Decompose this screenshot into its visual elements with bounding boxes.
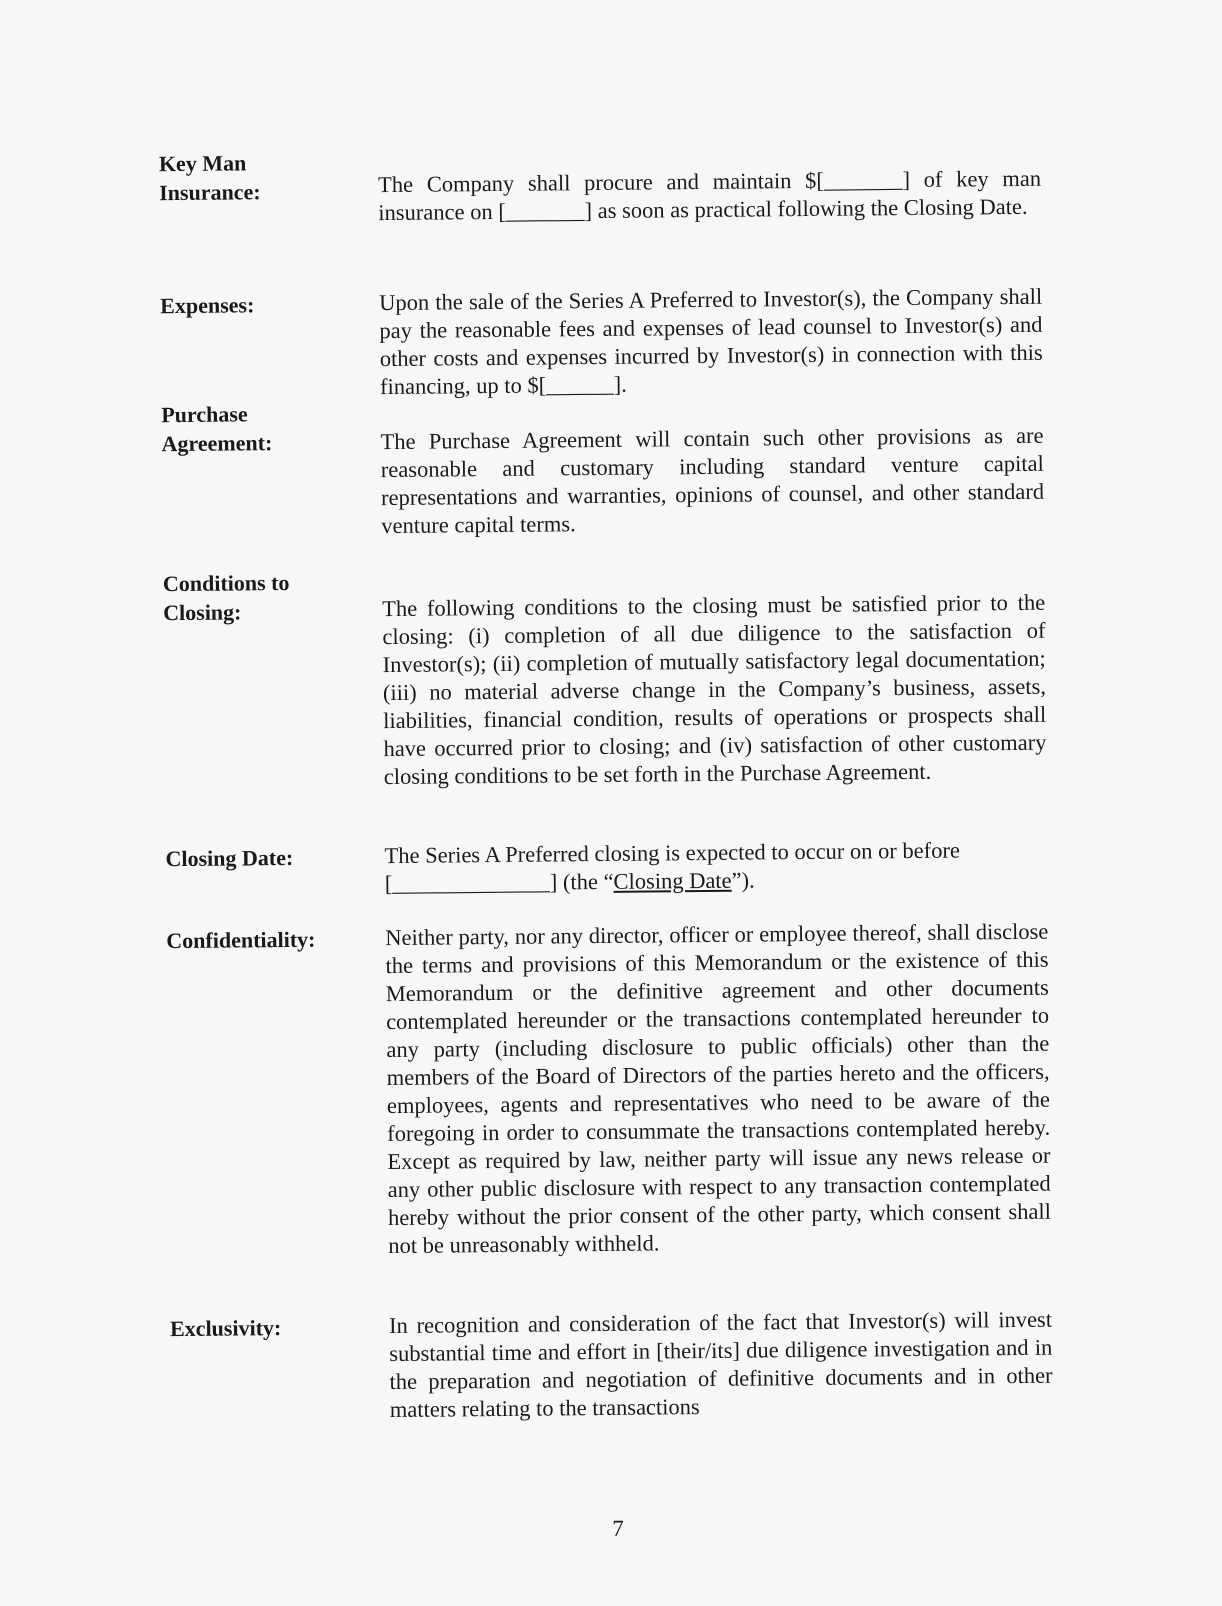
closing-date-text-end: ”). <box>731 867 755 893</box>
section-confidentiality <box>1 916 1222 1259</box>
page-number: 7 <box>612 1515 624 1541</box>
closing-date-text: The Series A Preferred closing is expected to occur on or before [______________] (the “ <box>384 837 961 897</box>
section-label: Closing Date: <box>165 844 294 872</box>
section-closing-date <box>0 834 1222 897</box>
section-body <box>384 836 1048 898</box>
section-body: In recognition and consideration of the fact that Investor(s) will invest substantial time and effort in [their/its] due diligence investigation and in the preparation and negotiation of definitive documents and in other matters relating to the transactions <box>388 1306 1053 1423</box>
section-body: Upon the sale of the Series A Preferred to Investor(s), the Company shall pay the reasonable fees and expenses of lead counsel to Investor(s) and other costs and expenses incurred by Investor(s) in connection with this financing, up to $[______]. <box>379 283 1043 400</box>
section-label: Confidentiality: <box>166 926 316 954</box>
section-conditions-to-closing <box>0 559 1220 790</box>
section-exclusivity <box>5 1304 1222 1423</box>
closing-date-defined-term: Closing Date <box>613 867 732 894</box>
section-key-man-insurance <box>0 139 1216 226</box>
section-body: Neither party, nor any director, officer or employee thereof, shall disclose the terms and provisions of this Memorandum or the existence of this Memorandum or the definitive agreement and other documents contemplated hereunder or the transactions contemplated hereunder to any party (including disclosure to public officials) other than the members of the Board of Directors of the parties hereto and the officers, employees, agents and representatives who need to be aware of the foregoing in order to consummate the transactions contemplated hereby. Except as required by law, neither party will issue any news release or any other public disclosure with respect to any transaction contemplated hereby without the prior consent of the other party, which consent shall not be unreasonably withheld. <box>385 918 1052 1259</box>
section-body: The Purchase Agreement will contain such other provisions as are reasonable and customary including standard venture capital representations and warranties, opinions of counsel, and other standard venture capital terms. <box>380 422 1045 539</box>
section-label: Key Man Insurance: <box>158 150 261 206</box>
section-body: The following conditions to the closing must be satisfied prior to the closing: (i) completion of all due diligence to the satisfaction of Investor(s); (ii) completion of mutually satisfactory legal documentation; (iii) no material adverse change in the Company’s business, assets, liabilities, financial condition, results of operations or prospects shall have occurred prior to closing; and (iv) satisfaction of other customary closing conditions to be set forth in the Purchase Agreement. <box>382 589 1047 790</box>
section-label: Purchase Agreement: <box>161 401 273 457</box>
section-label: Conditions to Closing: <box>162 569 290 626</box>
section-label: Exclusivity: <box>169 1315 282 1342</box>
section-expenses <box>0 281 1217 400</box>
section-label: Expenses: <box>160 292 255 319</box>
section-body: The Company shall procure and maintain $[_______] of key man insurance on [_______] as soon as practical following the Closing Date. <box>377 165 1042 226</box>
